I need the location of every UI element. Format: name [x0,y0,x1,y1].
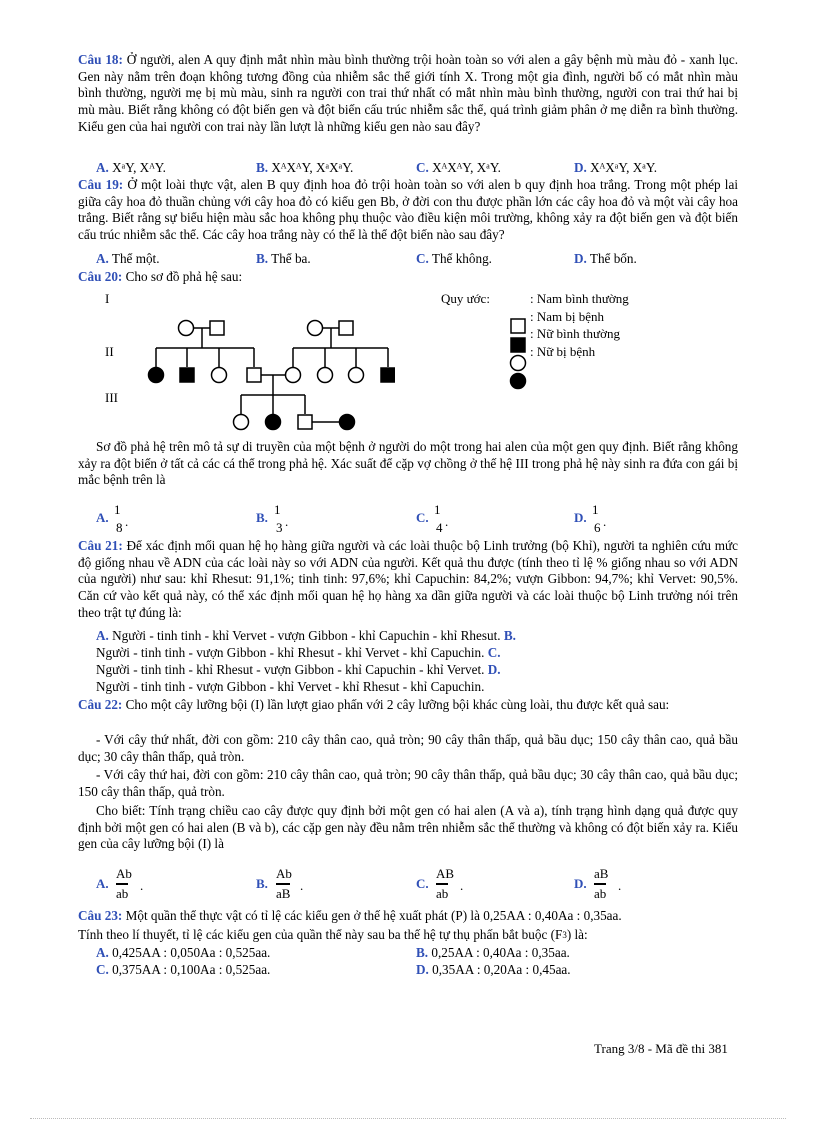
option-letter: A. [96,945,109,960]
genotype-bottom: ab [436,883,448,902]
option-text: 0,425AA : 0,050Aa : 0,525aa. [108,945,271,960]
legend-title: Quy ước: [441,291,490,306]
question-22 [78,697,738,714]
option-text: XᵃY, XᴬY. [112,160,166,175]
option-text: Thể bốn. [589,251,637,266]
question-label: Câu 19: [78,177,124,192]
option-letter: D. [416,962,429,977]
option-letter: D. [574,510,587,525]
question-label: Câu 21: [78,538,123,553]
question-23 [78,907,622,924]
option-letter: C. [416,510,429,525]
option-letter: D. [487,662,501,677]
question-19 [78,177,738,244]
genotype-bottom: ab [116,883,128,902]
option-letter: A. [96,510,109,525]
question-label: Câu 20: [78,269,123,284]
option-letter: D. [574,160,587,175]
option-text: 0,375AA : 0,100Aa : 0,525aa. [108,962,271,977]
question-text: ) là: [566,927,588,942]
pedigree-female-affected [340,415,355,430]
genotype-top: AB [436,866,455,881]
option-letter: C. [487,645,501,660]
pedigree-female-normal [179,321,194,336]
question-label: Câu 23: [78,908,123,923]
option-letter: D. [574,251,587,266]
option-letter: B. [503,628,516,643]
legend-male-normal-symbol [511,319,525,333]
fraction-denominator: 3 [276,520,283,535]
pedigree-male-affected [180,368,194,382]
genotype-bottom: ab [594,883,606,902]
generation-label: I [105,291,110,306]
option-letter: B. [256,876,268,891]
fraction-denominator: 6 [594,520,601,535]
fraction-denominator: 4 [436,520,443,535]
question-18 [78,52,738,136]
question-22-options: A. Ab ab . B. Ab aB . C. AB ab . D. aB ab . [96,866,622,901]
pedigree-male-normal [247,368,261,382]
question-20 [78,268,242,285]
option-letter: B. [256,251,269,266]
pedigree-female-normal [349,368,364,383]
question-text: Để xác định mối quan hệ họ hàng giữa người và các loài thuộc bộ Linh trưởng (bộ Khỉ), người ta nghiên cứu mức độ giống nhau về ADN của các loài này so với ADN của người. Kết quả thu được (tính theo tỉ lệ % giống nhau so với ADN của người) như sau: khỉ Rhesut: 91,1%; tinh tinh: 97,6%; khỉ Capuchin: 84,2%; vượn Gibbon: 94,7%; khỉ Vervet: 90,5%. Căn cứ vào kết quả này, có thể xác định mối quan hệ họ hàng xa dần giữa người và các loài thuộc bộ Linh trưởng nói trên theo trật tự đúng là: [78,538,738,620]
option-text: XᴬXᵃY, XᵃY. [590,160,658,175]
question-19-options [96,250,736,267]
option-text: Người - tinh tinh - khỉ Rhesut - vượn Gibbon - khỉ Capuchin - khỉ Vervet. [96,662,488,677]
genotype-bottom: aB [276,883,290,902]
pedigree-female-normal [234,415,249,430]
legend-item: : Nữ bị bệnh [530,344,596,359]
option-letter: C. [416,876,429,891]
option-letter: A. [96,160,109,175]
option-letter: C. [416,160,429,175]
legend-symbols [505,300,535,392]
pedigree-female-affected [149,368,164,383]
question-23-options [96,944,736,961]
option-text: Thể ba. [271,251,311,266]
option-letter: B. [416,945,429,960]
page-footer: Trang 3/8 - Mã đề thi 381 [594,1041,728,1056]
question-text: Tính theo lí thuyết, tỉ lệ các kiểu gen của quần thể này sau ba thế hệ tự thụ phấn bắt buộc (F [78,927,563,942]
option-text: 0,35AA : 0,20Aa : 0,45aa. [428,962,571,977]
question-21 [78,538,738,622]
question-22-paragraph: Cho biết: Tính trạng chiều cao cây được quy định bởi một gen có hai alen (A và a), tính trạng hình dạng quả được quy định bởi một gen có hai alen (B và b), các cặp gen này đều nằm trên nhiễm sắc thể thường và không có đột biến xảy ra. Kiểu gen của cây lưỡng bội (I) là [78,803,738,852]
pedigree-female-normal [308,321,323,336]
question-22-paragraph: - Với cây thứ nhất, đời con gồm: 210 cây thân cao, quả tròn; 90 cây thân thấp, quả bầu dục; 150 cây thân cao, quả bầu dục; 30 cây thân thấp, quả tròn. [78,732,738,764]
question-21-option-line [96,661,501,678]
question-label: Câu 22: [78,697,123,712]
pedigree-male-normal [298,415,312,429]
question-18-options [96,159,736,176]
option-text: Người - tinh tinh - khỉ Vervet - vượn Gibbon - khỉ Capuchin - khỉ Rhesut. [108,628,504,643]
question-text: Cho một cây lưỡng bội (I) lần lượt giao phấn với 2 cây lưỡng bội khác cùng loài, thu được kết quả sau: [122,697,670,712]
option-text: XᴬXᴬY, XᵃXᵃY. [271,160,354,175]
generation-label: II [105,344,114,359]
legend-item: : Nam bị bệnh [530,309,605,324]
question-text: Ở người, alen A quy định mắt nhìn màu bình thường trội hoàn toàn so với alen a gây bệnh mù màu đỏ - xanh lục. Gen này nằm trên đoạn không tương đồng của nhiễm sắc thể giới tính X. Trong một gia đình, người bố có mắt nhìn màu bình thường, người mẹ bị mù màu, sinh ra người con trai thứ nhất có mắt nhìn màu bình thường, người con trai thứ hai bị mù màu. Biết rằng không có đột biến gen và đột biến cấu trúc nhiễm sắc thể, quá trình giảm phân ở mẹ diễn ra bình thường. Kiểu gen của hai người con trai này lần lượt là những kiểu gen nào sau đây? [78,52,738,134]
genotype-top: Ab [276,866,292,881]
legend-item: : Nam bình thường [530,291,629,306]
question-text: Cho sơ đồ phả hệ sau: [122,269,243,284]
question-text: Ở một loài thực vật, alen B quy định hoa đỏ trội hoàn toàn so với alen b quy định hoa trắng. Trong một phép lai giữa cây hoa đỏ thuần chủng với cây hoa đỏ có kiểu gen Bb, ở đời con thu được phần lớn các cây hoa đỏ và một vài cây hoa trắng. Biết rằng sự biểu hiện màu sắc hoa không phụ thuộc vào điều kiện môi trường, không xảy ra đột biến gen và đột biến cấu trúc nhiễm sắc thể. Các cây hoa trắng này có thể là thể đột biến nào sau đây? [78,177,738,243]
option-letter: D. [574,876,587,891]
option-text: Người - tinh tinh - vượn Gibbon - khỉ Vervet - khỉ Rhesut - khỉ Capuchin. [96,679,485,694]
page-divider [30,1118,786,1119]
question-text: Một quần thể thực vật có tỉ lệ các kiểu gen ở thế hệ xuất phát (P) là 0,25AA : 0,40Aa : 0,35aa. [122,908,622,923]
question-21-option-line [96,678,484,695]
fraction-denominator: 8 [116,520,123,535]
fraction-numerator: 1 [114,502,121,517]
fraction-numerator: 1 [274,502,281,517]
fraction-numerator: 1 [592,502,599,517]
option-letter: A. [96,251,109,266]
pedigree-female-affected [266,415,281,430]
pedigree-male-normal [210,321,224,335]
option-text: 0,25AA : 0,40Aa : 0,35aa. [428,945,570,960]
pedigree-female-normal [212,368,227,383]
subscript: 3 [562,930,567,940]
fraction-numerator: 1 [434,502,441,517]
legend-female-normal-symbol [511,356,526,371]
question-label: Câu 18: [78,52,123,67]
legend-item: : Nữ bình thường [530,326,620,341]
option-letter: B. [256,160,269,175]
pedigree-female-normal [286,368,301,383]
option-letter: C. [96,962,109,977]
question-22-paragraph: - Với cây thứ hai, đời con gồm: 210 cây thân cao, quả tròn; 90 cây thân thấp, quả bầu dục; 30 cây thân cao, quả bầu dục; 150 cây thân thấp, quả tròn. [78,767,738,799]
option-letter: A. [96,628,109,643]
genotype-top: Ab [116,866,132,881]
question-21-option-line [96,627,516,644]
option-text: Thể không. [431,251,492,266]
pedigree-male-normal [339,321,353,335]
option-text: Thể một. [111,251,160,266]
question-23-options [96,961,736,978]
option-letter: C. [416,251,429,266]
question-23-text [78,926,588,944]
option-letter: B. [256,510,268,525]
pedigree-female-normal [318,368,333,383]
question-20-options: A. 1 8 . B. 1 3 . C. 1 4 . D. 1 6 . [96,502,607,535]
genotype-top: aB [594,866,609,881]
question-21-option-line [96,644,501,661]
option-text: Người - tinh tinh - vượn Gibbon - khỉ Rhesut - khỉ Vervet - khỉ Capuchin. [96,645,488,660]
option-letter: A. [96,876,109,891]
legend-male-affected-symbol [511,338,525,352]
pedigree-chart [95,285,395,435]
legend-female-affected-symbol [511,374,526,389]
pedigree-male-affected [381,368,395,382]
generation-label: III [105,390,118,405]
question-20-text: Sơ đồ phả hệ trên mô tả sự di truyền của một bệnh ở người do một trong hai alen của một gen quy định. Biết rằng không xảy ra đột biến ở tất cả các cá thể trong phả hệ. Xác suất để cặp vợ chồng ở thế hệ III trong phả hệ này sinh ra đứa con gái bị mắc bệnh trên là [78,439,738,488]
option-text: XᴬXᴬY, XᵃY. [432,160,501,175]
